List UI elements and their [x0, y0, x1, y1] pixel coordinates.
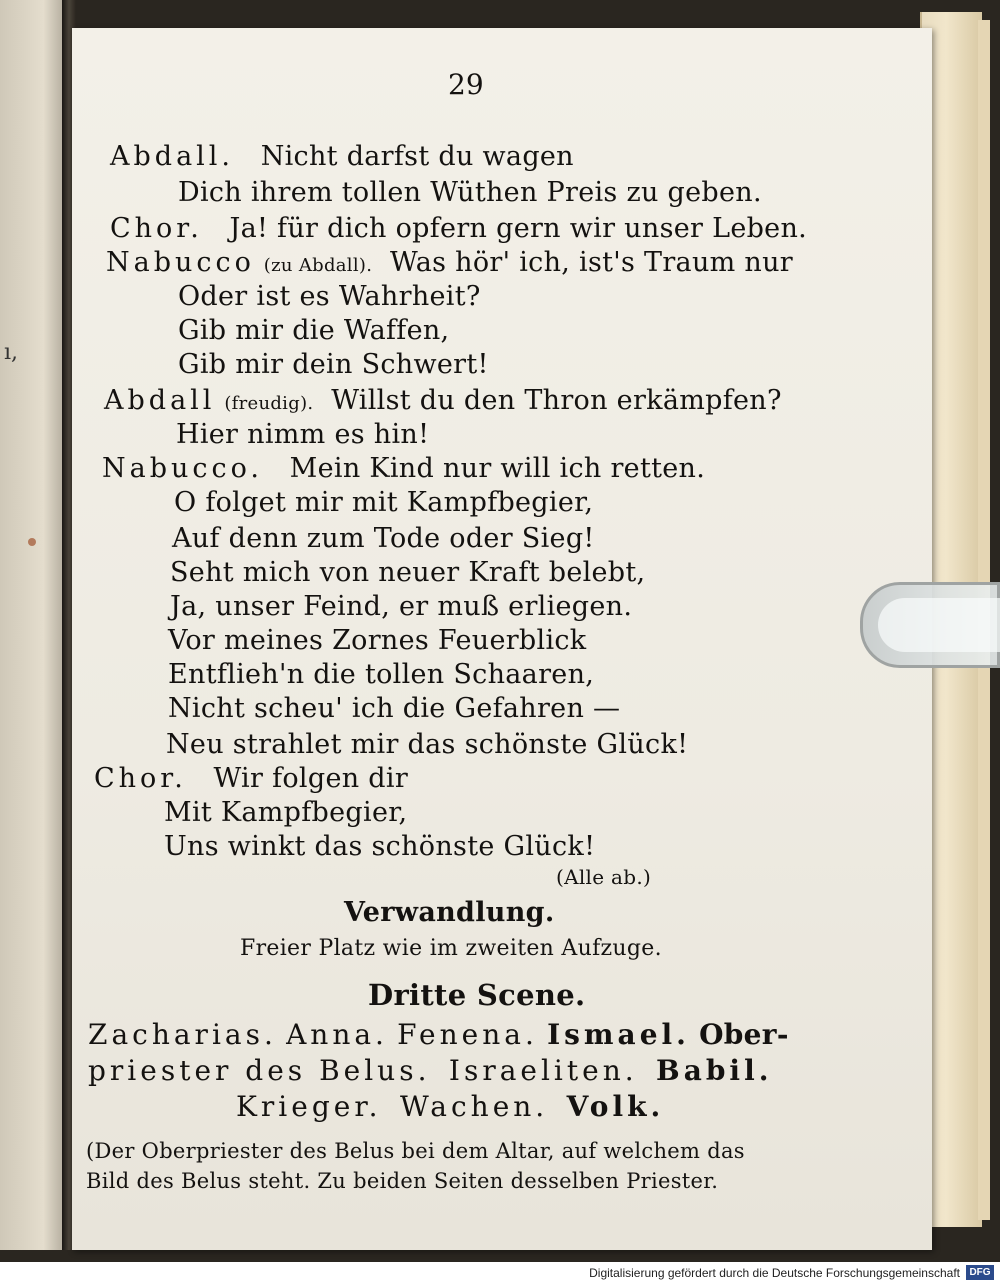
dialogue-line — [104, 384, 782, 421]
speaker: Chor. — [94, 763, 187, 794]
dialogue-line — [164, 830, 595, 864]
cast-line — [236, 1090, 664, 1124]
dialogue-line — [102, 452, 705, 486]
verse: Nicht darfst du wagen — [260, 141, 574, 172]
stage-direction-line: (Der Oberpriester des Belus bei dem Altar, auf welchem das — [86, 1139, 745, 1163]
verse: Nicht scheu' ich die Gefahren — — [168, 693, 621, 724]
cast-member: Fenena. — [397, 1018, 538, 1051]
dialogue-line — [164, 796, 407, 830]
left-page-fragment: ı, — [4, 340, 19, 365]
dialogue-line — [110, 212, 807, 246]
cast-member: Babil. — [656, 1054, 773, 1087]
dialogue-line — [178, 176, 762, 210]
dialogue-line — [172, 522, 595, 556]
stage-note: (freudig). — [224, 393, 314, 414]
cast-member: Volk. — [566, 1090, 665, 1123]
verse: Gib mir dein Schwert! — [178, 349, 489, 380]
dialogue-line — [168, 624, 586, 658]
scene-change-note: Freier Platz wie im zweiten Aufzuge. — [240, 936, 662, 961]
verse: Uns winkt das schönste Glück! — [164, 831, 596, 862]
stage-direction-exit — [556, 860, 651, 894]
stage-note: (zu Abdall). — [263, 255, 373, 276]
cast-member: Anna. — [286, 1018, 388, 1051]
dialogue-line — [176, 418, 429, 452]
verse: Neu strahlet mir das schönste Glück! — [166, 729, 689, 760]
dialogue-line — [168, 658, 594, 692]
dialogue-line — [110, 140, 574, 174]
verse: Ja! für dich opfern gern wir unser Leben. — [229, 213, 808, 244]
verse: Dich ihrem tollen Wüthen Preis zu geben. — [178, 177, 762, 208]
scene-title: Dritte Scene. — [368, 978, 586, 1012]
speaker: Chor. — [110, 213, 203, 244]
speaker: Nabucco. — [102, 453, 264, 484]
dialogue-line — [106, 246, 793, 283]
stage-direction-line: Bild des Belus steht. Zu beiden Seiten desselben Priester. — [86, 1169, 719, 1193]
page-number: 29 — [448, 68, 484, 101]
speaker: Abdall — [104, 385, 216, 416]
cast-member: Israeliten. — [448, 1054, 638, 1087]
cast-member: Ismael. — [547, 1018, 690, 1051]
verse: Auf denn zum Tode oder Sieg! — [172, 523, 595, 554]
cast-member: Ober- — [699, 1018, 789, 1051]
cast-member: Krieger. — [236, 1090, 382, 1123]
dialogue-line — [168, 692, 620, 726]
cast-member: Wachen. — [399, 1090, 549, 1123]
verse: Hier nimm es hin! — [176, 419, 430, 450]
dialogue-line — [94, 762, 408, 796]
dialogue-line — [170, 556, 645, 590]
verse: Oder ist es Wahrheit? — [178, 281, 481, 312]
verse: Mit Kampfbegier, — [164, 797, 408, 828]
dialogue-line — [166, 728, 688, 762]
cast-line — [88, 1054, 772, 1088]
dfg-logo: DFG — [966, 1265, 994, 1280]
cast-line — [88, 1018, 789, 1052]
footer-credit: Digitalisierung gefördert durch die Deutsche Forschungsgemeinschaft — [589, 1266, 960, 1280]
verse: Ja, unser Feind, er muß erliegen. — [170, 591, 633, 622]
book-page — [72, 28, 932, 1250]
dialogue-line — [174, 486, 593, 520]
verse: Mein Kind nur will ich retten. — [289, 453, 706, 484]
speaker: Abdall. — [110, 141, 235, 172]
verse: Entflieh'n die tollen Schaaren, — [168, 659, 595, 690]
dialogue-line — [170, 590, 632, 624]
verse: Willst du den Thron erkämpfen? — [331, 385, 782, 416]
verse: Gib mir die Waffen, — [178, 315, 450, 346]
exit-note: (Alle ab.) — [556, 865, 652, 889]
dialogue-line — [178, 348, 489, 382]
dialogue-line — [178, 314, 449, 348]
cast-member: priester des Belus. — [88, 1054, 431, 1087]
verse: Vor meines Zornes Feuerblick — [168, 625, 587, 656]
verse: Seht mich von neuer Kraft belebt, — [170, 557, 646, 588]
page-clip-highlight — [878, 598, 1000, 652]
dialogue-line — [178, 280, 481, 314]
scene-change-heading: Verwandlung. — [344, 897, 555, 928]
cast-member: Zacharias. — [88, 1018, 277, 1051]
verse: O folget mir mit Kampfbegier, — [174, 487, 594, 518]
left-page-edge — [0, 0, 65, 1250]
verse: Wir folgen dir — [213, 763, 409, 794]
speaker: Nabucco — [106, 247, 255, 278]
paper-stain — [28, 538, 36, 546]
verse: Was hör' ich, ist's Traum nur — [390, 247, 794, 278]
